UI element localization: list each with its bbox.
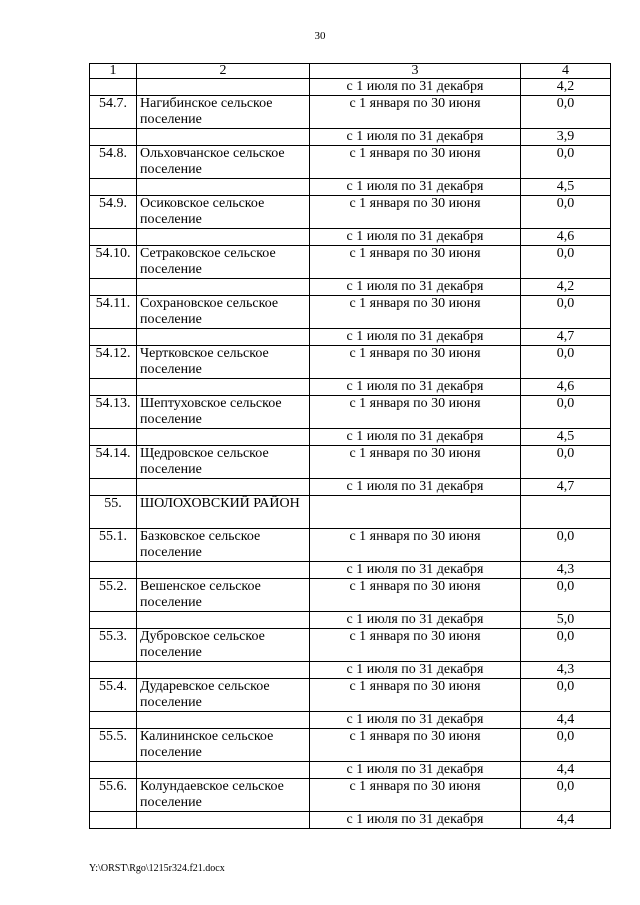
row-number-cell xyxy=(90,379,137,396)
period-cell: с 1 июля по 31 декабря xyxy=(310,762,521,779)
period-cell: с 1 января по 30 июня xyxy=(310,246,521,279)
row-number-cell xyxy=(90,79,137,96)
table-row xyxy=(90,812,611,829)
settlement-name-cell xyxy=(137,562,310,579)
table-body xyxy=(90,64,611,829)
settlement-name-cell xyxy=(137,479,310,496)
period-cell: с 1 января по 30 июня xyxy=(310,146,521,179)
row-number-cell xyxy=(90,179,137,196)
value-cell: 4,3 xyxy=(521,662,611,679)
settlement-name-cell: Вешенское сельское поселение xyxy=(137,579,310,612)
settlement-name-cell: Чертковское сельское поселение xyxy=(137,346,310,379)
value-cell: 4,6 xyxy=(521,379,611,396)
value-cell: 5,0 xyxy=(521,612,611,629)
table-row xyxy=(90,329,611,346)
table-row xyxy=(90,296,611,329)
data-table xyxy=(89,63,611,829)
value-cell: 0,0 xyxy=(521,346,611,379)
column-header: 4 xyxy=(521,64,611,79)
settlement-name-cell xyxy=(137,379,310,396)
row-number-cell xyxy=(90,812,137,829)
value-cell: 4,7 xyxy=(521,329,611,346)
settlement-name-cell xyxy=(137,179,310,196)
settlement-name-cell: Нагибинское сельское поселение xyxy=(137,96,310,129)
settlement-name-cell: Ольховчанское сельское поселение xyxy=(137,146,310,179)
table-row xyxy=(90,479,611,496)
settlement-name-cell xyxy=(137,762,310,779)
table-row xyxy=(90,612,611,629)
settlement-name-cell: ШОЛОХОВСКИЙ РАЙОН xyxy=(137,496,310,529)
period-cell: с 1 июля по 31 декабря xyxy=(310,329,521,346)
row-number-cell: 54.11. xyxy=(90,296,137,329)
row-number-cell xyxy=(90,429,137,446)
period-cell: с 1 июля по 31 декабря xyxy=(310,129,521,146)
settlement-name-cell: Дударевское сельское поселение xyxy=(137,679,310,712)
settlement-name-cell xyxy=(137,329,310,346)
settlement-name-cell: Щедровское сельское поселение xyxy=(137,446,310,479)
period-cell: с 1 января по 30 июня xyxy=(310,196,521,229)
settlement-name-cell: Колундаевское сельское поселение xyxy=(137,779,310,812)
value-cell: 4,6 xyxy=(521,229,611,246)
table-row xyxy=(90,529,611,562)
value-cell: 0,0 xyxy=(521,96,611,129)
row-number-cell: 55. xyxy=(90,496,137,529)
row-number-cell xyxy=(90,662,137,679)
row-number-cell: 54.10. xyxy=(90,246,137,279)
row-number-cell xyxy=(90,129,137,146)
period-cell: с 1 июля по 31 декабря xyxy=(310,562,521,579)
column-header: 3 xyxy=(310,64,521,79)
settlement-name-cell xyxy=(137,812,310,829)
settlement-name-cell: Калининское сельское поселение xyxy=(137,729,310,762)
period-cell: с 1 января по 30 июня xyxy=(310,396,521,429)
row-number-cell xyxy=(90,229,137,246)
row-number-cell: 55.1. xyxy=(90,529,137,562)
value-cell: 4,3 xyxy=(521,562,611,579)
value-cell: 0,0 xyxy=(521,629,611,662)
row-number-cell xyxy=(90,562,137,579)
value-cell: 4,4 xyxy=(521,812,611,829)
table-row xyxy=(90,429,611,446)
value-cell: 0,0 xyxy=(521,396,611,429)
value-cell: 0,0 xyxy=(521,729,611,762)
table-row xyxy=(90,579,611,612)
period-cell: с 1 июля по 31 декабря xyxy=(310,429,521,446)
table-row xyxy=(90,629,611,662)
value-cell: 4,5 xyxy=(521,179,611,196)
value-cell: 0,0 xyxy=(521,579,611,612)
settlement-name-cell: Шептуховское сельское поселение xyxy=(137,396,310,429)
value-cell: 0,0 xyxy=(521,446,611,479)
row-number-cell xyxy=(90,712,137,729)
period-cell: с 1 января по 30 июня xyxy=(310,529,521,562)
table-row xyxy=(90,712,611,729)
period-cell: с 1 января по 30 июня xyxy=(310,346,521,379)
table-row xyxy=(90,96,611,129)
period-cell: с 1 июля по 31 декабря xyxy=(310,712,521,729)
period-cell: с 1 января по 30 июня xyxy=(310,729,521,762)
table-row xyxy=(90,779,611,812)
table-row xyxy=(90,762,611,779)
row-number-cell: 54.12. xyxy=(90,346,137,379)
settlement-name-cell: Сетраковское сельское поселение xyxy=(137,246,310,279)
column-header: 2 xyxy=(137,64,310,79)
settlement-name-cell xyxy=(137,712,310,729)
value-cell: 0,0 xyxy=(521,679,611,712)
table-row xyxy=(90,229,611,246)
table-header-row xyxy=(90,64,611,79)
value-cell: 0,0 xyxy=(521,779,611,812)
row-number-cell: 55.6. xyxy=(90,779,137,812)
table-row xyxy=(90,346,611,379)
table-row xyxy=(90,79,611,96)
period-cell: с 1 июля по 31 декабря xyxy=(310,229,521,246)
period-cell: с 1 июля по 31 декабря xyxy=(310,379,521,396)
table-row xyxy=(90,379,611,396)
period-cell: с 1 июля по 31 декабря xyxy=(310,79,521,96)
table-row xyxy=(90,129,611,146)
value-cell xyxy=(521,496,611,529)
row-number-cell xyxy=(90,279,137,296)
value-cell: 0,0 xyxy=(521,296,611,329)
row-number-cell xyxy=(90,612,137,629)
period-cell: с 1 января по 30 июня xyxy=(310,96,521,129)
row-number-cell: 54.7. xyxy=(90,96,137,129)
period-cell: с 1 января по 30 июня xyxy=(310,779,521,812)
period-cell: с 1 июля по 31 декабря xyxy=(310,179,521,196)
row-number-cell xyxy=(90,479,137,496)
row-number-cell: 55.3. xyxy=(90,629,137,662)
file-path-footer: Y:\ORST\Rgo\1215r324.f21.docx xyxy=(89,863,225,874)
row-number-cell xyxy=(90,762,137,779)
settlement-name-cell: Сохрановское сельское поселение xyxy=(137,296,310,329)
row-number-cell: 54.14. xyxy=(90,446,137,479)
table-row xyxy=(90,446,611,479)
value-cell: 4,4 xyxy=(521,762,611,779)
page-number: 30 xyxy=(314,30,326,42)
value-cell: 4,7 xyxy=(521,479,611,496)
period-cell: с 1 января по 30 июня xyxy=(310,629,521,662)
value-cell: 0,0 xyxy=(521,246,611,279)
value-cell: 0,0 xyxy=(521,146,611,179)
period-cell: с 1 января по 30 июня xyxy=(310,446,521,479)
row-number-cell: 55.4. xyxy=(90,679,137,712)
value-cell: 0,0 xyxy=(521,529,611,562)
value-cell: 4,5 xyxy=(521,429,611,446)
table-row xyxy=(90,729,611,762)
settlement-name-cell: Осиковское сельское поселение xyxy=(137,196,310,229)
period-cell xyxy=(310,496,521,529)
table-row xyxy=(90,396,611,429)
period-cell: с 1 июля по 31 декабря xyxy=(310,812,521,829)
table-row xyxy=(90,146,611,179)
value-cell: 3,9 xyxy=(521,129,611,146)
value-cell: 4,4 xyxy=(521,712,611,729)
period-cell: с 1 января по 30 июня xyxy=(310,679,521,712)
row-number-cell: 54.9. xyxy=(90,196,137,229)
period-cell: с 1 января по 30 июня xyxy=(310,579,521,612)
row-number-cell xyxy=(90,329,137,346)
table-row xyxy=(90,496,611,529)
row-number-cell: 54.13. xyxy=(90,396,137,429)
period-cell: с 1 января по 30 июня xyxy=(310,296,521,329)
settlement-name-cell xyxy=(137,129,310,146)
period-cell: с 1 июля по 31 декабря xyxy=(310,612,521,629)
value-cell: 4,2 xyxy=(521,279,611,296)
table-row xyxy=(90,679,611,712)
period-cell: с 1 июля по 31 декабря xyxy=(310,662,521,679)
period-cell: с 1 июля по 31 декабря xyxy=(310,479,521,496)
settlement-name-cell xyxy=(137,79,310,96)
table-row xyxy=(90,196,611,229)
settlement-name-cell: Базковское сельское поселение xyxy=(137,529,310,562)
table-row xyxy=(90,662,611,679)
settlement-name-cell xyxy=(137,279,310,296)
value-cell: 0,0 xyxy=(521,196,611,229)
table-row xyxy=(90,246,611,279)
table-row xyxy=(90,179,611,196)
settlement-name-cell: Дубровское сельское поселение xyxy=(137,629,310,662)
settlement-name-cell xyxy=(137,229,310,246)
row-number-cell: 55.5. xyxy=(90,729,137,762)
settlement-name-cell xyxy=(137,429,310,446)
row-number-cell: 54.8. xyxy=(90,146,137,179)
table-row xyxy=(90,279,611,296)
row-number-cell: 55.2. xyxy=(90,579,137,612)
table-row xyxy=(90,562,611,579)
period-cell: с 1 июля по 31 декабря xyxy=(310,279,521,296)
settlement-name-cell xyxy=(137,662,310,679)
column-header: 1 xyxy=(90,64,137,79)
settlement-name-cell xyxy=(137,612,310,629)
value-cell: 4,2 xyxy=(521,79,611,96)
